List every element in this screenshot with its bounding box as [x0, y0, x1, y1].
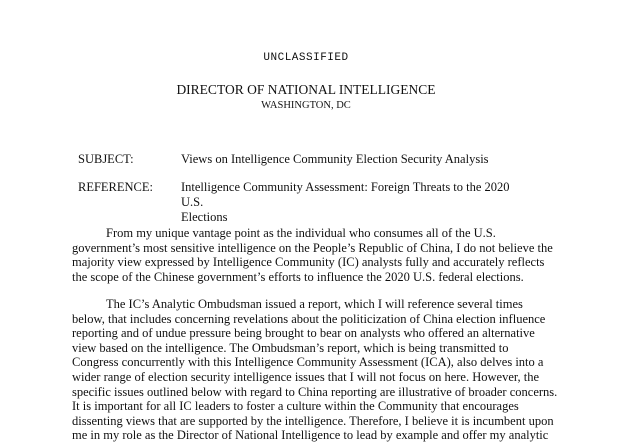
paragraph-line: me in my role as the Director of National Intelligence to lead by example and offer my analytic — [72, 428, 549, 443]
reference-value — [181, 180, 521, 225]
paragraph-line: government’s most sensitive intelligence on the People’s Republic of China, I do not believe the — [72, 240, 553, 255]
paragraph-line: specific issues outlined below with regard to China reporting are illustrative of broader concerns. — [72, 384, 558, 399]
paragraph-line: majority view expressed by Intelligence Community (IC) analysts fully and accurately reflects — [72, 255, 545, 270]
reference-label: REFERENCE: — [78, 180, 154, 194]
paragraph-line: Congress concurrently with this Intelligence Community Assessment (ICA), also delves into a — [72, 355, 544, 370]
paragraph-line: dissenting views that are supported by the intelligence. Therefore, I believe it is incumbent upon — [72, 413, 554, 428]
reference-value-line: Intelligence Community Assessment: Foreign Threats to the 2020 U.S. — [181, 180, 510, 209]
subject-label: SUBJECT: — [78, 152, 134, 166]
classification-marking: UNCLASSIFIED — [263, 52, 349, 64]
body-paragraph-2 — [72, 297, 558, 443]
document-location: WASHINGTON, DC — [261, 100, 351, 111]
paragraph-line: view based on the intelligence. The Ombudsman’s report, which is being transmitted to — [72, 340, 509, 355]
paragraph-line: below, that includes concerning revelations about the politicization of China election influence — [72, 311, 546, 326]
reference-value-line: Elections — [181, 210, 228, 224]
document-title: DIRECTOR OF NATIONAL INTELLIGENCE — [176, 82, 436, 97]
subject-value: Views on Intelligence Community Election Security Analysis — [181, 152, 489, 166]
paragraph-line: reporting and of undue pressure being brought to bear on analysts who offered an alternative — [72, 326, 535, 341]
paragraph-line: It is important for all IC leaders to foster a culture within the Community that encourages — [72, 399, 519, 414]
paragraph-line: wider range of election security intelligence issues that I will not focus on here. However, the — [72, 369, 540, 384]
paragraph-line: the scope of the Chinese government’s efforts to influence the 2020 U.S. federal elections. — [72, 269, 524, 284]
paragraph-line: The IC’s Analytic Ombudsman issued a report, which I will reference several times — [106, 297, 523, 311]
paragraph-line: From my unique vantage point as the individual who consumes all of the U.S. — [106, 226, 496, 240]
body-paragraph-1 — [72, 226, 553, 284]
